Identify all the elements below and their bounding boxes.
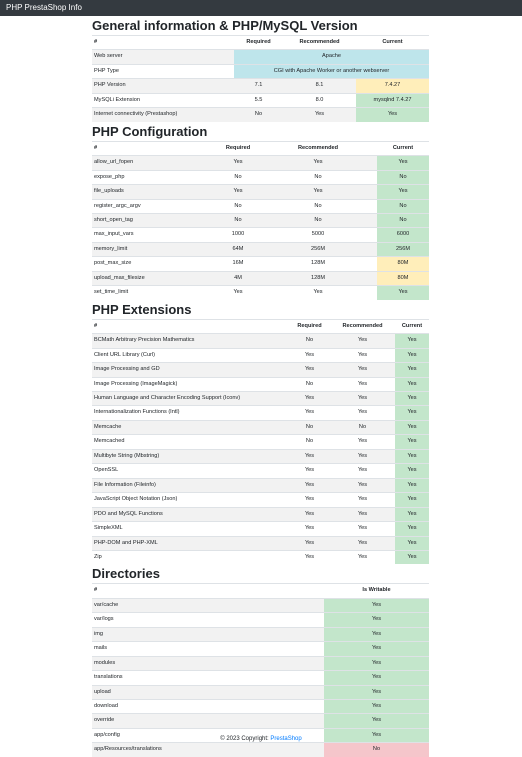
directories-header-row [92,584,429,598]
recommended-value: 128M [259,257,377,271]
required-value: Yes [289,536,330,550]
php-config-title: PHP Configuration [92,123,208,139]
required-value: 16M [217,257,259,271]
table-row [92,642,429,656]
recommended-value: Yes [330,550,395,564]
row-label: Zip [92,550,289,564]
row-label: Human Language and Character Encoding Support (Iconv) [92,391,289,405]
table-row [92,435,429,449]
table-row [92,271,429,285]
current-value: Yes [324,671,429,685]
recommended-value: Yes [259,185,377,199]
row-label: BCMath Arbitrary Precision Mathematics [92,334,289,348]
current-value: Yes [395,550,429,564]
table-row [92,550,429,564]
required-value: 7.1 [234,79,283,93]
recommended-value: Yes [330,449,395,463]
table-row [92,334,429,348]
recommended-value: Yes [330,377,395,391]
current-value: Yes [324,700,429,714]
table-row [92,714,429,728]
current-value: Yes [395,420,429,434]
col-header: Current [395,319,429,333]
php-type-value: CGI with Apache Worker or another webserver [234,64,429,78]
table-row [92,257,429,271]
row-label: translations [92,671,324,685]
row-label: memory_limit [92,242,217,256]
table-row [92,156,429,170]
top-navbar [0,0,522,16]
table-row [92,286,429,300]
col-header: # [92,584,324,598]
footer-prestashop-link[interactable]: PrestaShop [270,736,302,742]
table-row [92,391,429,405]
current-value: Yes [395,536,429,550]
table-row [92,449,429,463]
required-value: 1000 [217,228,259,242]
recommended-value: Yes [330,363,395,377]
recommended-value: Yes [330,391,395,405]
required-value: 4M [217,271,259,285]
current-value: No [377,199,429,213]
row-label: var/logs [92,613,324,627]
navbar-brand[interactable]: PHP PrestaShop Info [6,3,82,12]
current-value: Yes [324,714,429,728]
table-row [92,493,429,507]
row-label: Memcached [92,435,289,449]
current-value: Yes [395,493,429,507]
recommended-value: Yes [283,108,356,122]
row-label: app/Resources/translations [92,743,324,757]
col-header: Required [217,141,259,155]
recommended-value: 5000 [259,228,377,242]
row-label: register_argc_argv [92,199,217,213]
current-value: Yes [395,449,429,463]
row-label: download [92,700,324,714]
table-row [92,348,429,362]
table-row [92,406,429,420]
required-value: Yes [289,464,330,478]
required-value: No [289,377,330,391]
table-row [92,64,429,78]
row-label: mails [92,642,324,656]
table-row [92,170,429,184]
row-label: Client URL Library (Curl) [92,348,289,362]
required-value: Yes [217,156,259,170]
current-value: Yes [395,522,429,536]
current-value: Yes [395,464,429,478]
row-label: Internationalization Functions (Intl) [92,406,289,420]
table-row [92,464,429,478]
required-value: Yes [289,363,330,377]
current-value: Yes [324,728,429,742]
table-row [92,79,429,93]
current-value: No [324,743,429,757]
recommended-value: Yes [330,522,395,536]
table-row [92,363,429,377]
row-label: Image Processing and GD [92,363,289,377]
row-label: SimpleXML [92,522,289,536]
row-label: PHP-DOM and PHP-XML [92,536,289,550]
recommended-value: Yes [259,286,377,300]
table-row [92,598,429,612]
table-row [92,613,429,627]
current-value: Yes [324,656,429,670]
current-value: 80M [377,257,429,271]
recommended-value: Yes [330,406,395,420]
row-label: Image Processing (ImageMagick) [92,377,289,391]
row-label: PHP Version [92,79,234,93]
current-value: Yes [377,156,429,170]
current-value: Yes [324,627,429,641]
current-value: Yes [377,185,429,199]
directories-table [92,583,429,756]
table-row [92,93,429,107]
col-header: # [92,36,234,50]
php-ext-header-row [92,319,429,333]
row-label: MySQLi Extension [92,93,234,107]
current-value: No [377,170,429,184]
required-value: No [289,420,330,434]
required-value: Yes [289,507,330,521]
current-value: 80M [377,271,429,285]
current-value: 6000 [377,228,429,242]
current-value: Yes [395,406,429,420]
required-value: Yes [217,185,259,199]
row-label: app/config [92,728,324,742]
col-header: Recommended [283,36,356,50]
row-label: max_input_vars [92,228,217,242]
required-value: Yes [289,406,330,420]
recommended-value: Yes [330,536,395,550]
recommended-value: Yes [330,334,395,348]
recommended-value: Yes [330,435,395,449]
col-header: Current [356,36,429,50]
table-row [92,700,429,714]
current-value: Yes [377,286,429,300]
general-header-row [92,36,429,50]
required-value: No [289,435,330,449]
table-row [92,185,429,199]
required-value: Yes [289,493,330,507]
row-label: short_open_tag [92,213,217,227]
current-value: Yes [395,334,429,348]
col-header: # [92,319,289,333]
row-label: Multibyte String (Mbstring) [92,449,289,463]
required-value: No [217,213,259,227]
row-label: img [92,627,324,641]
row-label: post_max_size [92,257,217,271]
row-label: OpenSSL [92,464,289,478]
php-ext-title: PHP Extensions [92,301,192,317]
web-server-value: Apache [234,50,429,64]
col-header: Recommended [259,141,377,155]
recommended-value: Yes [330,478,395,492]
row-label: set_time_limit [92,286,217,300]
table-row [92,377,429,391]
general-title: General information & PHP/MySQL Version [92,18,358,33]
current-value: Yes [324,598,429,612]
recommended-value: Yes [330,464,395,478]
required-value: No [217,199,259,213]
row-label: override [92,714,324,728]
row-label: modules [92,656,324,670]
required-value: Yes [217,286,259,300]
table-row [92,685,429,699]
row-label: Memcache [92,420,289,434]
current-value: No [377,213,429,227]
table-row [92,656,429,670]
recommended-value: 128M [259,271,377,285]
row-label: JavaScript Object Notation (Json) [92,493,289,507]
current-value: Yes [395,348,429,362]
php-config-table [92,141,429,300]
current-value: mysqlnd 7.4.27 [356,93,429,107]
table-row [92,420,429,434]
row-label: expose_php [92,170,217,184]
recommended-value: 256M [259,242,377,256]
required-value: Yes [289,550,330,564]
current-value: Yes [324,685,429,699]
current-value: 256M [377,242,429,256]
current-value: Yes [324,613,429,627]
row-label: allow_url_fopen [92,156,217,170]
current-value: Yes [395,377,429,391]
table-row [92,108,429,122]
required-value: No [234,108,283,122]
table-row [92,213,429,227]
required-value: No [217,170,259,184]
current-value: Yes [324,642,429,656]
required-value: Yes [289,478,330,492]
current-value: Yes [395,363,429,377]
row-label: upload [92,685,324,699]
php-config-header-row [92,141,429,155]
current-value: Yes [395,435,429,449]
recommended-value: 8.0 [283,93,356,107]
footer [0,736,522,742]
current-value: Yes [395,391,429,405]
row-label: Internet connectivity (Prestashop) [92,108,234,122]
row-label: upload_max_filesize [92,271,217,285]
recommended-value: No [259,213,377,227]
main-container [92,16,429,757]
table-row [92,478,429,492]
table-row [92,522,429,536]
recommended-value: Yes [330,493,395,507]
col-header: Required [234,36,283,50]
recommended-value: Yes [259,156,377,170]
table-row [92,627,429,641]
row-label: PHP Type [92,64,234,78]
required-value: No [289,334,330,348]
current-value: 7.4.27 [356,79,429,93]
table-row [92,50,429,64]
current-value: Yes [395,507,429,521]
col-header: Is Writable [324,584,429,598]
table-row [92,507,429,521]
recommended-value: No [330,420,395,434]
required-value: 5.5 [234,93,283,107]
recommended-value: No [259,170,377,184]
col-header: Recommended [330,319,395,333]
footer-copyright: © 2023 Copyright: [220,736,271,742]
recommended-value: 8.1 [283,79,356,93]
col-header: Current [377,141,429,155]
recommended-value: Yes [330,348,395,362]
recommended-value: Yes [330,507,395,521]
table-row [92,242,429,256]
table-row [92,199,429,213]
row-label: file_uploads [92,185,217,199]
row-label: var/cache [92,598,324,612]
row-label: Web server [92,50,234,64]
required-value: Yes [289,391,330,405]
required-value: 64M [217,242,259,256]
directories-title: Directories [92,566,160,582]
row-label: PDO and MySQL Functions [92,507,289,521]
table-row [92,671,429,685]
general-table [92,35,429,122]
row-label: File Information (Fileinfo) [92,478,289,492]
required-value: Yes [289,522,330,536]
required-value: Yes [289,348,330,362]
recommended-value: No [259,199,377,213]
col-header: Required [289,319,330,333]
table-row [92,536,429,550]
col-header: # [92,141,217,155]
current-value: Yes [395,478,429,492]
required-value: Yes [289,449,330,463]
current-value: Yes [356,108,429,122]
table-row [92,228,429,242]
php-ext-table [92,319,429,565]
